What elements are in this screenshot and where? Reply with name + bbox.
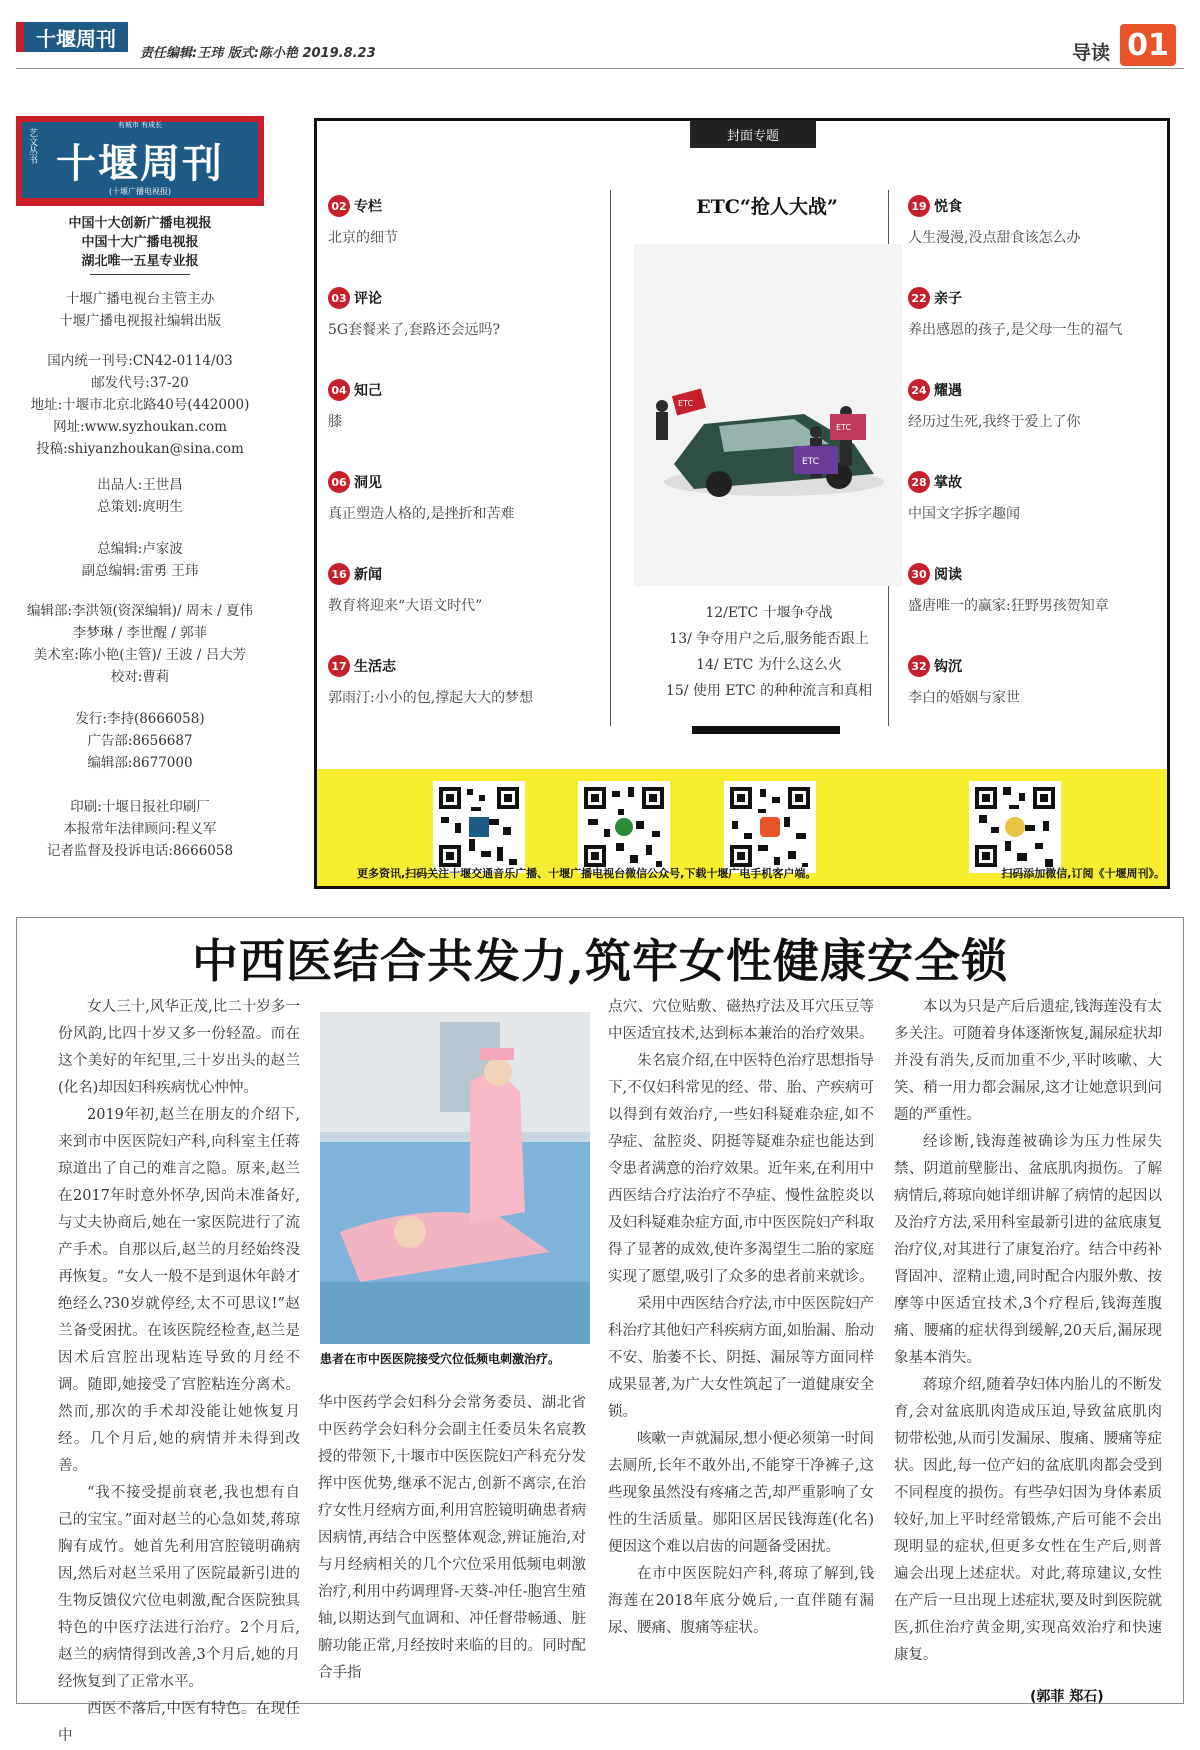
toc-category: 评论 [354, 291, 382, 307]
toc-desc: 中国文字拆字趣闻 [908, 506, 1020, 522]
staff-line: 校对:曹莉 [110, 669, 170, 685]
toc-item[interactable] [328, 563, 598, 655]
photo-caption: 患者在市中医医院接受穴位低频电刺激治疗。 [320, 1352, 561, 1366]
address-line: 地址:十堰市北京北路40号(442000) [30, 397, 250, 413]
qr-code-app[interactable] [724, 781, 816, 873]
misc-info [16, 796, 264, 862]
phones-info [16, 708, 264, 774]
header-logo: 十堰周刊 [16, 22, 128, 52]
toc-desc: 5G套餐来了,套路还会远吗? [328, 322, 501, 338]
qr-code-subscribe[interactable] [969, 781, 1061, 873]
masthead-slogan: 有城市 有成长 [117, 121, 163, 129]
article-column-3 [608, 994, 874, 1642]
page-badge: 04 [328, 379, 350, 401]
article-paragraph: 女人三十,风华正茂,比二十岁多一份风韵,比四十岁又多一份轻盈。而在这个美好的年纪里,三十岁出头的赵兰(化名)却因妇科疾病忧心忡忡。 [58, 999, 300, 1096]
misc-line: 本报常年法律顾问:程义军 [63, 821, 217, 837]
phone-line: 发行:李持(8666058) [75, 711, 205, 727]
toc-item[interactable] [328, 471, 598, 563]
publisher-line: 十堰广播电视报社编辑出版 [59, 313, 221, 329]
etc-card-label: ETC [678, 399, 694, 408]
toc-item[interactable] [328, 195, 598, 287]
article-paragraph: 采用中西医结合疗法,市中医医院妇产科治疗其他妇产科疾病方面,如胎漏、胎动不安、胎萎不长、阴挺、漏尿等方面同样成果显著,为广大女性筑起了一道健康安全锁。 [608, 1296, 874, 1420]
toc-desc: 盛唐唯一的赢家:狂野男孩贺知章 [908, 598, 1109, 614]
etc-article-line[interactable]: 14/ ETC 为什么这么火 [696, 657, 842, 673]
article-paragraph: 蒋琼介绍,随着孕妇体内胎儿的不断发育,会对盆底肌肉造成压迫,导致盆底肌肉韧带松弛,从而引发漏尿、腹痛、腰痛等症状。因此,每一位产妇的盆底肌肉都会受到不同程度的损伤。有些孕妇因为身体素质较好,加上平时经常锻炼,产后可能不会出现明显的症状,但更多女性在生产后,则普遍会出现上述症状。对此,蒋琼建议,女性在产后一旦出现上述症状,要及时到医院就医,抓住治疗黄金期,实现高效治疗和快速康复。 [894, 1377, 1162, 1663]
etc-card-label: ETC [836, 423, 852, 432]
toc-desc: 李白的婚姻与家世 [908, 690, 1020, 706]
toc-item[interactable] [328, 379, 598, 471]
etc-bar [692, 726, 840, 734]
feature-tab: 封面专题 [690, 120, 816, 148]
toc-desc: 郭雨汀:小小的包,撑起大大的梦想 [328, 690, 534, 706]
toc-desc: 养出感恩的孩子,是父母一生的福气 [908, 322, 1123, 338]
divider [90, 274, 190, 275]
staff-line: 副总编辑:雷勇 王玮 [81, 563, 199, 579]
toc-category: 生活志 [354, 659, 396, 675]
toc-category: 洞见 [354, 475, 382, 491]
toc-category: 新闻 [354, 567, 382, 583]
article-column-2 [318, 1390, 586, 1687]
toc-item[interactable] [908, 287, 1158, 379]
toc-category: 阅读 [934, 567, 962, 583]
article-paragraph: 西医不落后,中医有特色。在现任中 [58, 1701, 300, 1744]
toc-item[interactable] [908, 379, 1158, 471]
toc-item[interactable] [328, 287, 598, 379]
article-paragraph: 咳嗽一声就漏尿,想小便必须第一时间去厕所,长年不敢外出,不能穿干净裤子,这些现象虽然没有疼痛之苦,却严重影响了女性的生活质量。郧阳区居民钱海莲(化名)便因这个难以启齿的问题备受困扰。 [608, 1431, 874, 1555]
staff-line: 编辑部:李洪领(资深编辑)/ 周末 / 夏伟 [26, 603, 254, 619]
staff-info [16, 600, 264, 688]
phone-line: 广告部:8656687 [87, 733, 193, 749]
phone-line: 编辑部:8677000 [87, 755, 193, 771]
article-column-4 [894, 994, 1162, 1669]
article-photo [320, 1012, 590, 1344]
toc-category: 知己 [354, 383, 382, 399]
publisher-line: 十堰广播电视台主管主办 [65, 291, 215, 307]
page-badge: 03 [328, 287, 350, 309]
etc-illustration [634, 244, 902, 586]
toc-item[interactable] [908, 563, 1158, 655]
misc-line: 印刷:十堰日报社印刷厂 [70, 799, 210, 815]
postal-code-line: 邮发代号:37-20 [91, 375, 189, 391]
toc-desc: 北京的细节 [328, 230, 398, 246]
honors-list [16, 214, 264, 271]
publisher-info [16, 288, 264, 332]
toc-desc: 经历过生死,我终于爱上了你 [908, 414, 1081, 430]
article-paragraph: 点穴、穴位贴敷、磁热疗法及耳穴压豆等中医适宜技术,达到标本兼治的治疗效果。 [608, 999, 874, 1042]
masthead-logo [16, 116, 264, 206]
misc-line: 记者监督及投诉电话:8666058 [46, 843, 234, 859]
article-paragraph: 本以为只是产后后遗症,钱海莲没有太多关注。可随着身体逐渐恢复,漏尿症状却并没有消失,反而加重不少,平时咳嗽、大笑、稍一用力都会漏尿,这才让她意识到问题的严重性。 [894, 999, 1162, 1123]
page-badge: 19 [908, 195, 930, 217]
page-badge: 06 [328, 471, 350, 493]
chief-info [16, 474, 264, 518]
staff-line: 出品人:王世昌 [97, 477, 183, 493]
page-number: 01 [1120, 24, 1176, 66]
page-badge: 32 [908, 655, 930, 677]
toc-item[interactable] [908, 471, 1158, 563]
page-badge: 02 [328, 195, 350, 217]
masthead-subtitle: (十堰广播电视报) [108, 187, 172, 196]
article-paragraph: 2019年初,赵兰在朋友的介绍下,来到市中医医院妇产科,向科室主任蒋琼道出了自己的难言之隐。原来,赵兰在2017年时意外怀孕,因尚未准备好,与丈夫协商后,她在一家医院进行了流产手术。自那以后,赵兰的月经始终没再恢复。“女人一般不是到退休年龄才绝经么?30岁就停经,太不可思议!”赵兰备受困扰。在该医院经检查,赵兰是因术后宫腔出现粘连导致的月经不调。随即,她接受了宫腔粘连分离术。然而,那次的手术却没能让她恢复月经。几个月后,她的病情并未得到改善。 [58, 1107, 300, 1474]
masthead-title: 十堰周刊 [56, 139, 224, 187]
page-badge: 28 [908, 471, 930, 493]
contact-info [16, 350, 264, 460]
article-column-1 [58, 994, 300, 1750]
page-badge: 16 [328, 563, 350, 585]
page-badge: 24 [908, 379, 930, 401]
toc-item[interactable] [908, 655, 1158, 747]
toc-category: 亲子 [934, 291, 962, 307]
honor-line: 中国十大创新广播电视报 [68, 216, 212, 231]
etc-card-label: ETC [802, 457, 819, 467]
article-paragraph: “我不接受提前衰老,我也想有自己的宝宝。”面对赵兰的心急如焚,蒋琼胸有成竹。她首先利用宫腔镜明确病因,然后对赵兰采用了医院最新引进的生物反馈仪穴位电刺激,配合医院独具特色的中医疗法进行治疗。2个月后,赵兰的病情得到改善,3个月后,她的月经恢复到了正常水平。 [58, 1485, 300, 1690]
toc-category: 耀遇 [934, 383, 962, 399]
toc-desc: 膝 [328, 414, 342, 430]
qr-code-traffic-radio[interactable] [433, 781, 525, 873]
article-headline: 中西医结合共发力,筑牢女性健康安全锁 [191, 934, 1008, 988]
staff-line: 总编辑:卢家波 [97, 541, 183, 557]
toc-item[interactable] [908, 195, 1158, 287]
section-label: 导读 [1072, 42, 1111, 64]
page-badge: 17 [328, 655, 350, 677]
header-credit: 责任编辑:王玮 版式:陈小艳 2019.8.23 [140, 46, 376, 61]
masthead-vertical-text: 艺文丛书 [27, 128, 37, 164]
page-badge: 22 [908, 287, 930, 309]
toc-category: 钩沉 [934, 659, 962, 675]
staff-line: 李梦琳 / 李世醒 / 郭菲 [72, 625, 208, 641]
etc-title: ETC“抢人大战” [696, 196, 838, 218]
article-paragraph: 朱名宸介绍,在中医特色治疗思想指导下,不仅妇科常见的经、带、胎、产疾病可以得到有效治疗,一些妇科疑难杂症,如不孕症、盆腔炎、阴挺等疑难杂症也能达到令患者满意的治疗效果。近年来,在利用中西医结合疗法治疗不孕症、慢性盆腔炎以及妇科疑难杂症方面,市中医医院妇产科取得了显著的成效,使许多渴望生二胎的家庭实现了愿望,吸引了众多的患者前来就诊。 [608, 1053, 874, 1285]
qr-note-left: 更多资讯,扫码关注十堰交通音乐广播、十堰广播电视台微信公众号,下载十堰广电手机客户端。 [357, 867, 817, 880]
toc-desc: 真正塑造人格的,是挫折和苦难 [328, 506, 515, 522]
etc-article-line[interactable]: 12/ETC 十堰争夺战 [705, 605, 833, 621]
qr-code-wechat[interactable] [578, 781, 670, 873]
email-line: 投稿:shiyanzhoukan@sina.com [36, 441, 244, 457]
issn-line: 国内统一刊号:CN42-0114/03 [47, 353, 233, 369]
editors-info [16, 538, 264, 582]
toc-desc: 人生漫漫,没点甜食该怎么办 [908, 230, 1081, 246]
toc-category: 掌故 [934, 475, 962, 491]
column-divider [610, 190, 611, 726]
toc-category: 悦食 [934, 199, 962, 215]
toc-category: 专栏 [354, 199, 382, 215]
article-paragraph: 华中医药学会妇科分会常务委员、湖北省中医药学会妇科分会副主任委员朱名宸教授的带领下,十堰市中医医院妇产科充分发挥中医优势,继承不泥古,创新不离宗,在治疗女性月经病方面,利用宫腔镜明确患者病因病情,再结合中医整体观念,辨证施治,对与月经病相关的几个穴位采用低频电刺激治疗,利用中药调理肾-天葵-冲任-胞宫生殖轴,以期达到气血调和、冲任督带畅通、脏腑功能正常,月经按时来临的目的。同时配合手指 [318, 1395, 586, 1681]
article-byline: (郭菲 郑石) [1030, 1689, 1104, 1705]
honor-line: 中国十大广播电视报 [81, 235, 199, 250]
toc-desc: 教育将迎来“大语文时代” [328, 598, 483, 614]
qr-note-right: 扫码添加微信,订阅《十堰周刊》。 [1001, 867, 1165, 880]
article-paragraph: 经诊断,钱海莲被确诊为压力性尿失禁、阴道前壁膨出、盆底肌肉损伤。了解病情后,蒋琼向她详细讲解了病情的起因以及治疗方法,采用科室最新引进的盆底康复治疗仪,对其进行了康复治疗。结合中药补肾固冲、涩精止遗,同时配合内服外敷、按摩等中医适宜技术,3个疗程后,钱海莲腹痛、腰痛的症状得到缓解,20天后,漏尿现象基本消失。 [894, 1134, 1162, 1366]
etc-article-line[interactable]: 15/ 使用 ETC 的种种流言和真相 [665, 683, 873, 699]
staff-line: 美术室:陈小艳(主管)/ 王波 / 吕大芳 [33, 647, 247, 663]
page-badge: 30 [908, 563, 930, 585]
qr-strip [317, 769, 1167, 886]
honor-line: 湖北唯一五星专业报 [81, 254, 199, 269]
toc-item[interactable] [328, 655, 598, 747]
toc-right [908, 195, 1158, 747]
header-rule [16, 68, 1184, 69]
website-line: 网址:www.syzhoukan.com [53, 419, 227, 435]
article-paragraph: 在市中医医院妇产科,蒋琼了解到,钱海莲在2018年底分娩后,一直伴随有漏尿、腰痛、腹痛等症状。 [608, 1566, 874, 1636]
toc-left [328, 195, 598, 747]
etc-article-line[interactable]: 13/ 争夺用户之后,服务能否跟上 [669, 631, 869, 647]
staff-line: 总策划:庹明生 [97, 499, 183, 515]
